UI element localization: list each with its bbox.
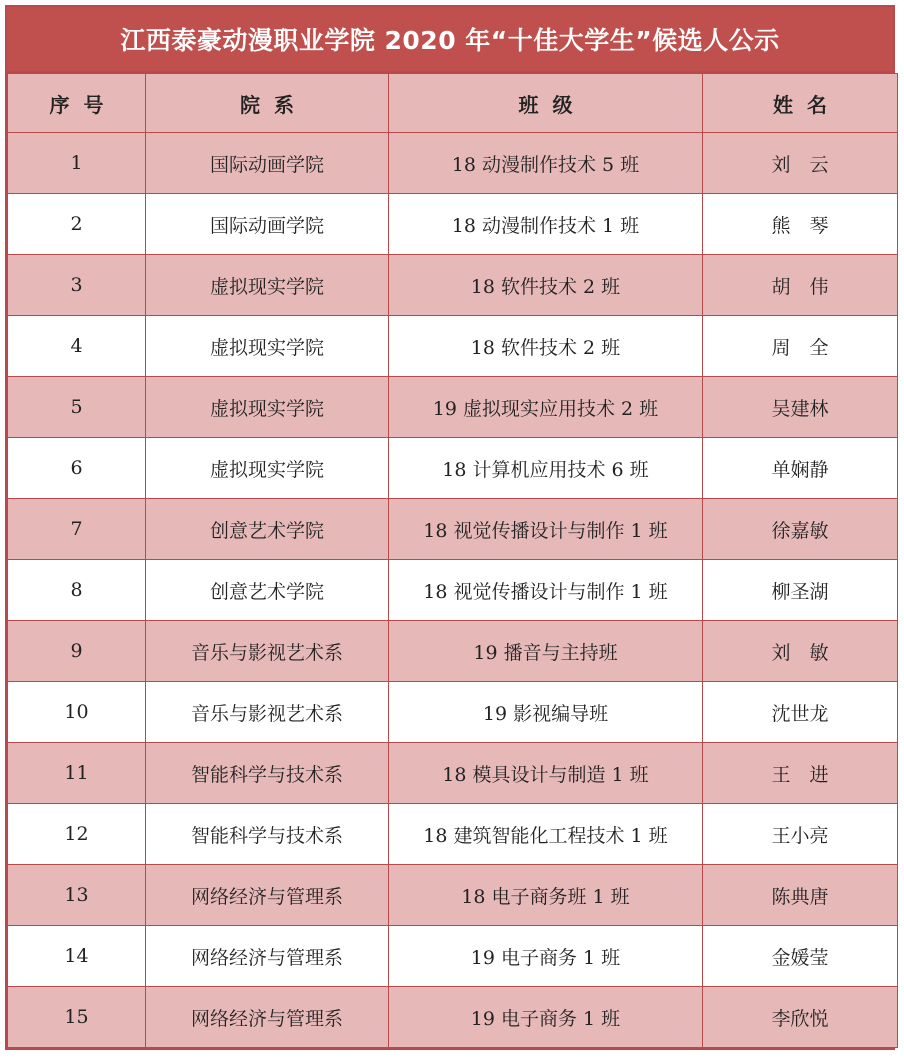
- table-header: [8, 74, 898, 133]
- department-cell: 音乐与影视艺术系: [146, 682, 389, 743]
- row-number-cell: 10: [8, 682, 146, 743]
- class-cell: 19 虚拟现实应用技术 2 班: [389, 377, 703, 438]
- student-name-cell: 刘 敏: [703, 621, 898, 682]
- row-number-cell: 11: [8, 743, 146, 804]
- student-name-cell: 王 进: [703, 743, 898, 804]
- class-cell: 18 动漫制作技术 1 班: [389, 194, 703, 255]
- student-name-cell: 沈世龙: [703, 682, 898, 743]
- class-cell: 19 电子商务 1 班: [389, 926, 703, 987]
- department-cell: 国际动画学院: [146, 194, 389, 255]
- row-number-cell: 13: [8, 865, 146, 926]
- student-name-cell: 熊 琴: [703, 194, 898, 255]
- header-row: [8, 74, 898, 133]
- class-cell: 19 影视编导班: [389, 682, 703, 743]
- row-number-cell: 2: [8, 194, 146, 255]
- table-row: [8, 560, 898, 621]
- student-name-cell: 李欣悦: [703, 987, 898, 1048]
- student-name-cell: 吴建林: [703, 377, 898, 438]
- row-number-cell: 12: [8, 804, 146, 865]
- department-cell: 虚拟现实学院: [146, 377, 389, 438]
- table-row: [8, 987, 898, 1048]
- row-number-cell: 8: [8, 560, 146, 621]
- table-row: [8, 255, 898, 316]
- class-cell: 18 视觉传播设计与制作 1 班: [389, 560, 703, 621]
- department-cell: 智能科学与技术系: [146, 743, 389, 804]
- table-row: [8, 865, 898, 926]
- table-row: [8, 194, 898, 255]
- student-name-cell: 陈典唐: [703, 865, 898, 926]
- class-cell: 19 播音与主持班: [389, 621, 703, 682]
- header-class: 班级: [389, 74, 703, 133]
- student-name-cell: 刘 云: [703, 133, 898, 194]
- department-cell: 虚拟现实学院: [146, 255, 389, 316]
- student-name-cell: 单娴静: [703, 438, 898, 499]
- row-number-cell: 5: [8, 377, 146, 438]
- class-cell: 18 软件技术 2 班: [389, 316, 703, 377]
- department-cell: 国际动画学院: [146, 133, 389, 194]
- class-cell: 18 视觉传播设计与制作 1 班: [389, 499, 703, 560]
- department-cell: 网络经济与管理系: [146, 865, 389, 926]
- header-name: 姓名: [703, 74, 898, 133]
- student-name-cell: 王小亮: [703, 804, 898, 865]
- class-cell: 18 动漫制作技术 5 班: [389, 133, 703, 194]
- class-cell: 19 电子商务 1 班: [389, 987, 703, 1048]
- row-number-cell: 15: [8, 987, 146, 1048]
- student-name-cell: 胡 伟: [703, 255, 898, 316]
- row-number-cell: 7: [8, 499, 146, 560]
- row-number-cell: 9: [8, 621, 146, 682]
- department-cell: 网络经济与管理系: [146, 926, 389, 987]
- row-number-cell: 4: [8, 316, 146, 377]
- row-number-cell: 6: [8, 438, 146, 499]
- row-number-cell: 3: [8, 255, 146, 316]
- class-cell: 18 计算机应用技术 6 班: [389, 438, 703, 499]
- table-row: [8, 621, 898, 682]
- row-number-cell: 14: [8, 926, 146, 987]
- candidate-notice-table: [5, 5, 895, 1050]
- department-cell: 网络经济与管理系: [146, 987, 389, 1048]
- student-name-cell: 周 全: [703, 316, 898, 377]
- table-row: [8, 377, 898, 438]
- department-cell: 虚拟现实学院: [146, 316, 389, 377]
- student-name-cell: 徐嘉敏: [703, 499, 898, 560]
- department-cell: 音乐与影视艺术系: [146, 621, 389, 682]
- department-cell: 创意艺术学院: [146, 560, 389, 621]
- class-cell: 18 电子商务班 1 班: [389, 865, 703, 926]
- department-cell: 智能科学与技术系: [146, 804, 389, 865]
- table-row: [8, 316, 898, 377]
- header-number: 序号: [8, 74, 146, 133]
- department-cell: 创意艺术学院: [146, 499, 389, 560]
- class-cell: 18 软件技术 2 班: [389, 255, 703, 316]
- row-number-cell: 1: [8, 133, 146, 194]
- student-name-cell: 柳圣湖: [703, 560, 898, 621]
- class-cell: 18 模具设计与制造 1 班: [389, 743, 703, 804]
- table-row: [8, 743, 898, 804]
- candidate-table: [7, 73, 898, 1048]
- class-cell: 18 建筑智能化工程技术 1 班: [389, 804, 703, 865]
- table-row: [8, 499, 898, 560]
- department-cell: 虚拟现实学院: [146, 438, 389, 499]
- table-row: [8, 682, 898, 743]
- table-row: [8, 133, 898, 194]
- table-row: [8, 804, 898, 865]
- table-body: [8, 133, 898, 1048]
- table-row: [8, 438, 898, 499]
- student-name-cell: 金媛莹: [703, 926, 898, 987]
- table-row: [8, 926, 898, 987]
- header-department: 院系: [146, 74, 389, 133]
- table-title: 江西泰豪动漫职业学院 2020 年“十佳大学生”候选人公示: [7, 7, 893, 73]
